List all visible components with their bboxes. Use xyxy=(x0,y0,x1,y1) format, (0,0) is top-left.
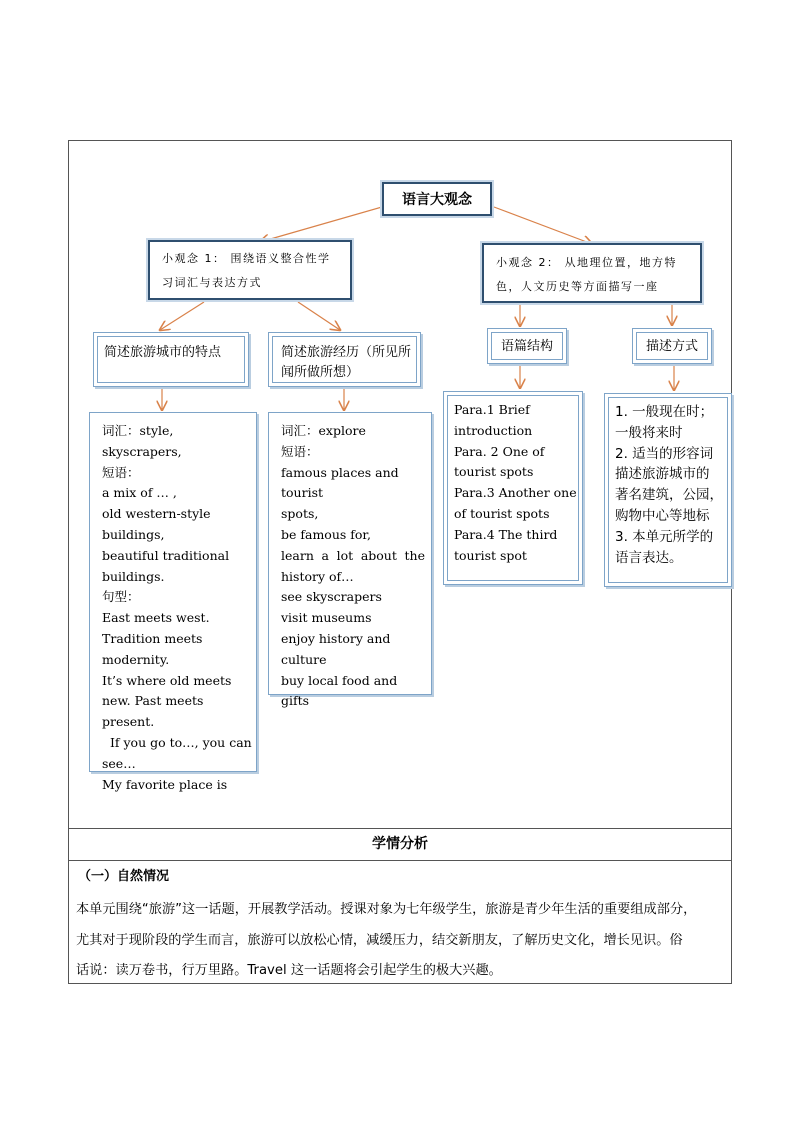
detail-line: see skyscrapers xyxy=(281,589,382,605)
detail-line: spots, xyxy=(281,506,319,522)
detail-line: culture xyxy=(281,651,327,667)
node-city-features-label: 简述旅游城市的特点 xyxy=(104,345,222,360)
node-text-structure xyxy=(487,328,567,364)
detail-line: a mix of … , xyxy=(102,485,177,501)
style-detail-list xyxy=(615,402,733,568)
style-detail-box xyxy=(604,393,732,587)
detail-line: buy local food and gifts xyxy=(281,672,398,709)
structure-detail-box xyxy=(443,391,583,585)
node-city-features xyxy=(93,332,249,387)
sub-concept-2-label: 小观念 2： 从地理位置，地方特色，人文历史等方面描写一座 xyxy=(496,256,677,293)
detail-line: 短语： xyxy=(102,464,140,480)
detail-line: If you go to…, you can xyxy=(102,734,252,750)
experience-detail-list xyxy=(281,421,425,712)
detail-line: old western-style xyxy=(102,506,211,522)
detail-line: 2. 适当的形容词 xyxy=(615,445,714,462)
detail-line: 句型： xyxy=(102,589,140,605)
section-title: 学情分析 xyxy=(372,836,428,852)
node-travel-experience xyxy=(268,332,421,387)
detail-line: 3. 本单元所学的 xyxy=(615,528,714,545)
node-description-style-label: 描述方式 xyxy=(645,339,698,354)
detail-line: Para.4 The third xyxy=(454,526,558,542)
detail-line: 词汇：explore xyxy=(281,423,366,438)
detail-line: famous places and tourist xyxy=(281,464,399,501)
detail-line: learn a lot about the xyxy=(281,547,425,563)
features-detail-list xyxy=(102,421,252,795)
detail-line: My favorite place is xyxy=(102,776,228,792)
detail-line: history of… xyxy=(281,568,354,584)
detail-line: 著名建筑，公园， xyxy=(615,487,723,504)
detail-line: tourist spot xyxy=(454,547,527,563)
sub-concept-1-box xyxy=(148,240,352,300)
detail-line: 短语： xyxy=(281,443,319,459)
paragraph-line: 尤其对于现阶段的学生而言，旅游可以放松心情，减缓压力，结交新朋友，了解历史文化，增长见识。俗 xyxy=(76,933,683,948)
arrow-line xyxy=(160,302,204,330)
detail-line: modernity. xyxy=(102,651,170,667)
arrow-line xyxy=(260,207,382,242)
detail-line: 购物中心等地标 xyxy=(615,507,710,524)
detail-line: buildings, xyxy=(102,526,165,542)
paragraph-line: 话说：读万卷书，行万里路。Travel 这一话题将会引起学生的极大兴趣。 xyxy=(76,963,502,978)
detail-line: Para.3 Another one xyxy=(454,485,577,501)
sub-concept-1-label: 小观念 1： 围绕语义整合性学习词汇与表达方式 xyxy=(162,252,331,289)
node-travel-experience-label: 简述旅游经历（所见所闻所做所想） xyxy=(281,345,412,380)
paragraph-line: 本单元围绕“旅游”这一话题，开展教学活动。授课对象为七年级学生，旅游是青少年生活的重要组成部分， xyxy=(76,902,697,917)
experience-detail-box xyxy=(268,412,432,709)
node-description-style xyxy=(632,328,712,364)
detail-line: new. Past meets present. xyxy=(102,693,204,730)
detail-line: see… xyxy=(102,755,136,771)
detail-line: Tradition meets xyxy=(102,630,203,646)
detail-line: 一般将来时 xyxy=(615,424,683,441)
sub-concept-2-box xyxy=(482,243,702,303)
node-text-structure-label: 语篇结构 xyxy=(500,339,553,354)
detail-line: tourist spots xyxy=(454,464,534,480)
detail-line: It’s where old meets xyxy=(102,672,232,688)
detail-line: enjoy history and xyxy=(281,630,391,646)
detail-line: beautiful traditional xyxy=(102,547,230,563)
detail-line: Para. 2 One of xyxy=(454,443,545,459)
detail-line: 词汇：style, xyxy=(102,423,174,438)
detail-line: 描述旅游城市的 xyxy=(615,466,710,483)
detail-line: visit museums xyxy=(281,610,372,626)
detail-line: skyscrapers, xyxy=(102,443,182,459)
detail-line: buildings. xyxy=(102,568,165,584)
detail-line: be famous for, xyxy=(281,526,371,542)
detail-line: 语言表达。 xyxy=(615,549,683,566)
detail-line: 1. 一般现在时； xyxy=(615,404,714,420)
arrow-line xyxy=(494,207,592,244)
root-concept-box xyxy=(382,182,492,216)
section-subheading: （一）自然情况 xyxy=(78,869,170,884)
arrow-line xyxy=(298,302,340,330)
structure-detail-list xyxy=(454,400,578,566)
detail-line: introduction xyxy=(454,422,533,438)
detail-line: East meets west. xyxy=(102,610,210,626)
root-concept-label: 语言大观念 xyxy=(402,192,472,208)
features-detail-box xyxy=(89,412,257,792)
detail-line: of tourist spots xyxy=(454,505,550,521)
detail-line: Para.1 Brief xyxy=(454,402,530,417)
